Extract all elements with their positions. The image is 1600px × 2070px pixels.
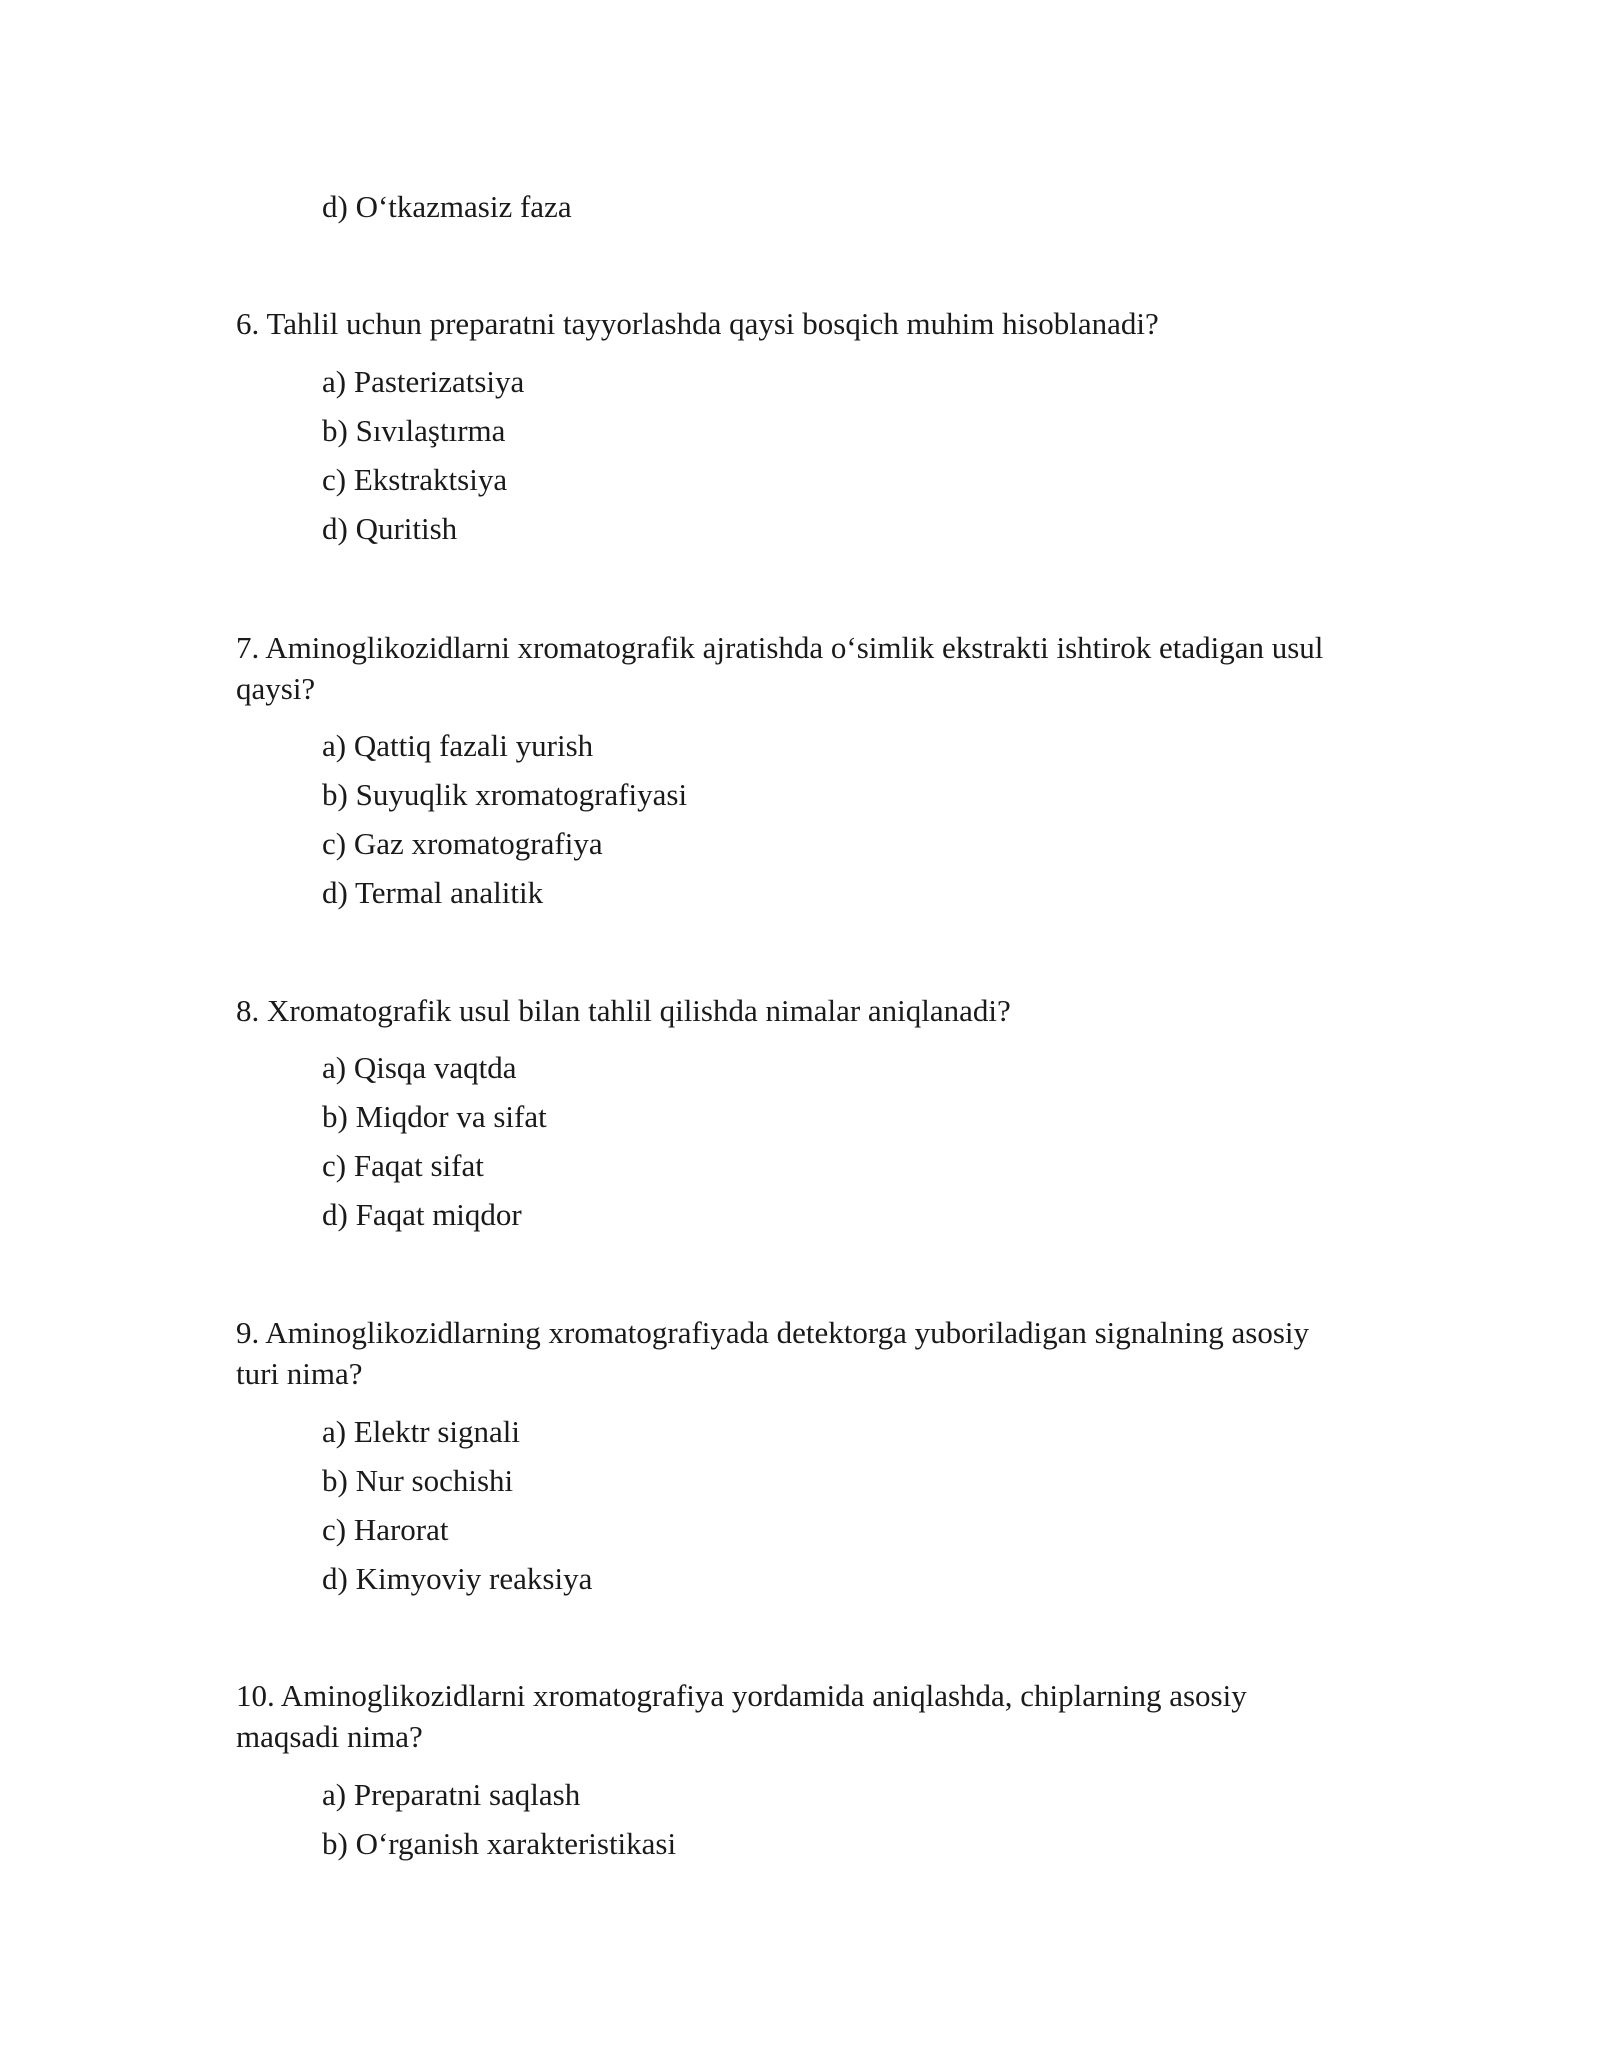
option-8-c: c) Faqat sifat (322, 1148, 484, 1183)
option-8-b: b) Miqdor va sifat (322, 1099, 547, 1134)
option-6-d: d) Quritish (322, 511, 458, 546)
option-10-a: a) Preparatni saqlash (322, 1777, 581, 1812)
option-6-b: b) Sıvılaştırma (322, 413, 506, 448)
option-7-d: d) Termal analitik (322, 875, 544, 910)
option-7-c: c) Gaz xromatografiya (322, 826, 603, 861)
question-7-line-1: 7. Aminoglikozidlarni xromatografik ajratishda o‘simlik ekstrakti ishtirok etadigan usul (236, 630, 1324, 665)
question-10-line-1: 10. Aminoglikozidlarni xromatografiya yordamida aniqlashda, chiplarning asosiy (236, 1678, 1247, 1713)
question-7-line-2: qaysi? (236, 671, 316, 706)
option-9-d: d) Kimyoviy reaksiya (322, 1561, 593, 1596)
option-9-a: a) Elektr signali (322, 1414, 520, 1449)
option-7-a: a) Qattiq fazali yurish (322, 728, 594, 763)
option-6-a: a) Pasterizatsiya (322, 364, 525, 399)
question-9-line-1: 9. Aminoglikozidlarning xromatografiyada detektorga yuboriladigan signalning asosiy (236, 1315, 1310, 1350)
option-9-b: b) Nur sochishi (322, 1463, 514, 1498)
option-8-d: d) Faqat miqdor (322, 1197, 522, 1232)
question-10-line-2: maqsadi nima? (236, 1719, 423, 1754)
question-8: 8. Xromatografik usul bilan tahlil qilishda nimalar aniqlanadi? (236, 993, 1011, 1028)
option-8-a: a) Qisqa vaqtda (322, 1050, 517, 1085)
option-5-d: d) O‘tkazmasiz faza (322, 189, 572, 224)
question-6: 6. Tahlil uchun preparatni tayyorlashda qaysi bosqich muhim hisoblanadi? (236, 306, 1159, 341)
option-7-b: b) Suyuqlik xromatografiyasi (322, 777, 688, 812)
option-10-b: b) O‘rganish xarakteristikasi (322, 1826, 677, 1861)
option-9-c: c) Harorat (322, 1512, 449, 1547)
option-6-c: c) Ekstraktsiya (322, 462, 508, 497)
question-9-line-2: turi nima? (236, 1356, 363, 1391)
